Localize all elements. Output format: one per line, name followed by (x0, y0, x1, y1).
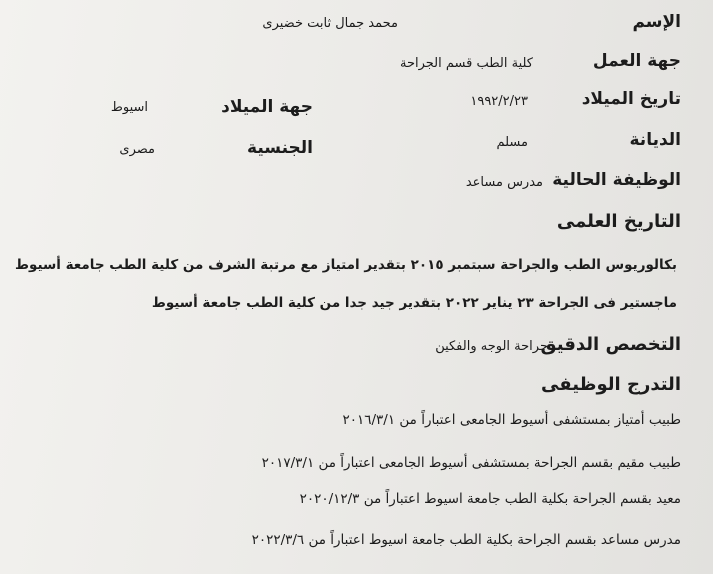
career-entry: مدرس مساعد بقسم الجراحة بكلية الطب جامعة اسيوط اعتباراً من ٢٠٢٢/٣/٦ (251, 532, 681, 548)
specialty-label: التخصص الدقيق (540, 334, 681, 355)
nationality-value: مصرى (119, 142, 155, 157)
name-value: محمد جمال ثابت خضيرى (262, 16, 398, 31)
dob-label: تاريخ الميلاد (581, 89, 681, 109)
academic-line: بكالوريوس الطب والجراحة سبتمبر ٢٠١٥ بتقدير امتياز مع مرتبة الشرف من كلية الطب جامعة أسيوط (15, 257, 677, 273)
name-label: الإسم (632, 12, 681, 32)
nationality-label: الجنسية (247, 138, 313, 158)
career-entry: معيد بقسم الجراحة بكلية الطب جامعة اسيوط اعتباراً من ٢٠٢٠/١٢/٣ (299, 491, 681, 507)
work-value: كلية الطب قسم الجراحة (399, 56, 533, 71)
career-entry: طبيب أمتياز بمستشفى أسيوط الجامعى اعتباراً من ٢٠١٦/٣/١ (342, 412, 681, 428)
academic-heading: التاريخ العلمى (556, 211, 681, 232)
dob-value: ١٩٩٢/٢/٢٣ (470, 94, 528, 109)
academic-line: ماجستير فى الجراحة ٢٣ يناير ٢٠٢٢ بتقدير جيد جدا من كلية الطب جامعة أسيوط (151, 295, 677, 311)
birthplace-label: جهة الميلاد (221, 97, 313, 117)
career-entry: طبيب مقيم بقسم الجراحة بمستشفى أسيوط الجامعى اعتباراً من ٢٠١٧/٣/١ (261, 455, 681, 471)
birthplace-value: اسيوط (110, 100, 148, 115)
work-label: جهة العمل (592, 51, 681, 71)
job-label: الوظيفة الحالية (552, 170, 681, 190)
religion-value: مسلم (496, 135, 528, 150)
religion-label: الديانة (629, 130, 681, 150)
career-heading: التدرج الوظيفى (541, 374, 681, 395)
specialty-value: جراحة الوجه والفكين (435, 339, 548, 354)
job-value: مدرس مساعد (465, 175, 543, 190)
